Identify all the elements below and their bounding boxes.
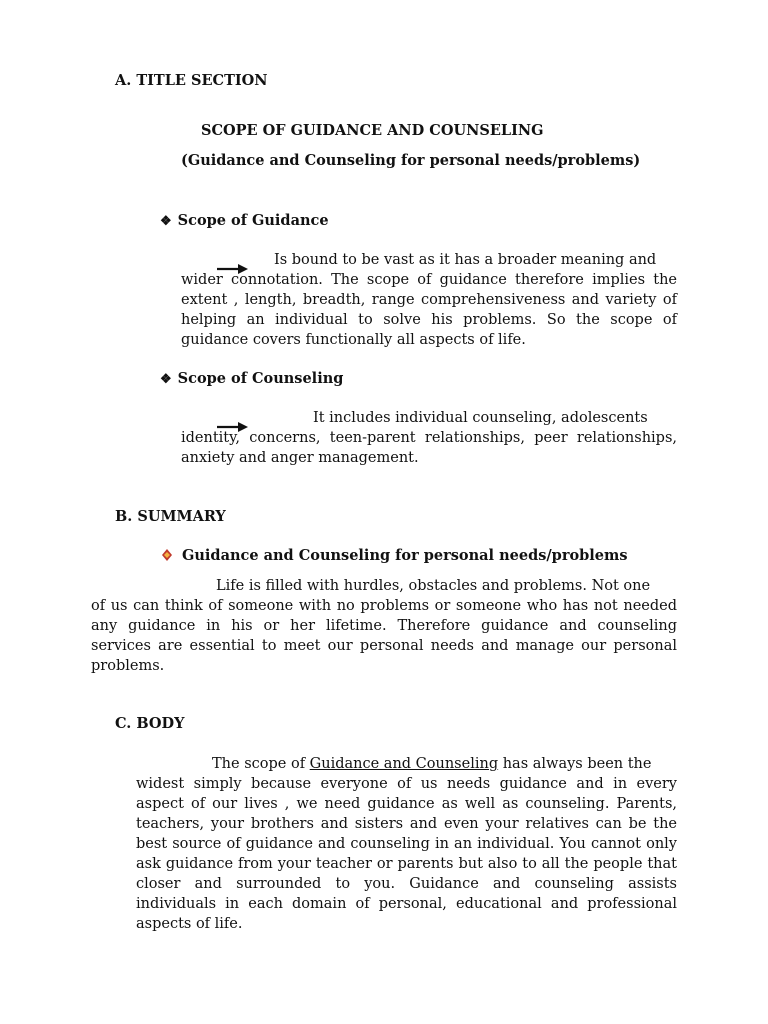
scope-guidance-heading	[160, 212, 329, 229]
body-paragraph	[136, 754, 677, 934]
document-title: SCOPE OF GUIDANCE AND COUNSELING	[201, 122, 544, 139]
body-first-line-post: has always been the	[498, 756, 652, 772]
scope-counseling-paragraph	[181, 408, 677, 468]
scope-guidance-heading-text: Scope of Guidance	[177, 212, 329, 229]
summary-text: of us can think of someone with no problems or someone who has not needed any guidance in his or her lifetime. Therefore guidance and counseling services are essential to meet our personal needs and manage our personal problems.	[91, 598, 677, 674]
summary-first-line: Life is filled with hurdles, obstacles and problems. Not one	[216, 578, 651, 594]
scope-guidance-text: wider connotation. The scope of guidance therefore implies the extent , length, breadth, range comprehensiveness and variety of helping an individual to solve his problems. So the scope of guidance covers functionally all aspects of life.	[181, 272, 677, 348]
section-c-heading: C. BODY	[115, 715, 185, 732]
section-a-heading: A. TITLE SECTION	[115, 72, 268, 89]
diamond-bullet-icon: ❖	[160, 372, 172, 387]
summary-subheading	[162, 547, 628, 564]
diamond-bullet-icon: ❖	[160, 214, 172, 229]
guidance-counseling-link[interactable]: Guidance and Counseling	[309, 756, 499, 772]
body-first-line-pre: The scope of	[212, 756, 310, 772]
scope-counseling-heading	[160, 370, 343, 387]
scope-counseling-heading-text: Scope of Counseling	[177, 370, 344, 387]
document-subtitle: (Guidance and Counseling for personal needs/problems)	[181, 152, 641, 169]
summary-subheading-text: Guidance and Counseling for personal needs/problems	[182, 547, 628, 564]
scope-guidance-paragraph	[181, 250, 677, 350]
scope-counseling-text: identity, concerns, teen-parent relationships, peer relationships, anxiety and anger management.	[181, 430, 677, 466]
summary-paragraph	[91, 576, 677, 676]
section-b-heading: B. SUMMARY	[115, 508, 226, 525]
summary-bullet-icon	[162, 549, 172, 561]
scope-counseling-first-line: It includes individual counseling, adolescents	[313, 410, 648, 426]
body-first-line	[136, 754, 677, 774]
body-text: widest simply because everyone of us needs guidance and in every aspect of our lives , we need guidance as well as counseling. Parents, teachers, your brothers and sisters and even your relatives can be the best source of guidance and counseling in an individual. You cannot only ask guidance from your teacher or parents but also to all the people that closer and surrounded to you. Guidance and counseling assists individuals in each domain of personal, educational and professional aspects of life.	[136, 776, 677, 932]
scope-guidance-first-line: Is bound to be vast as it has a broader meaning and	[274, 252, 657, 268]
